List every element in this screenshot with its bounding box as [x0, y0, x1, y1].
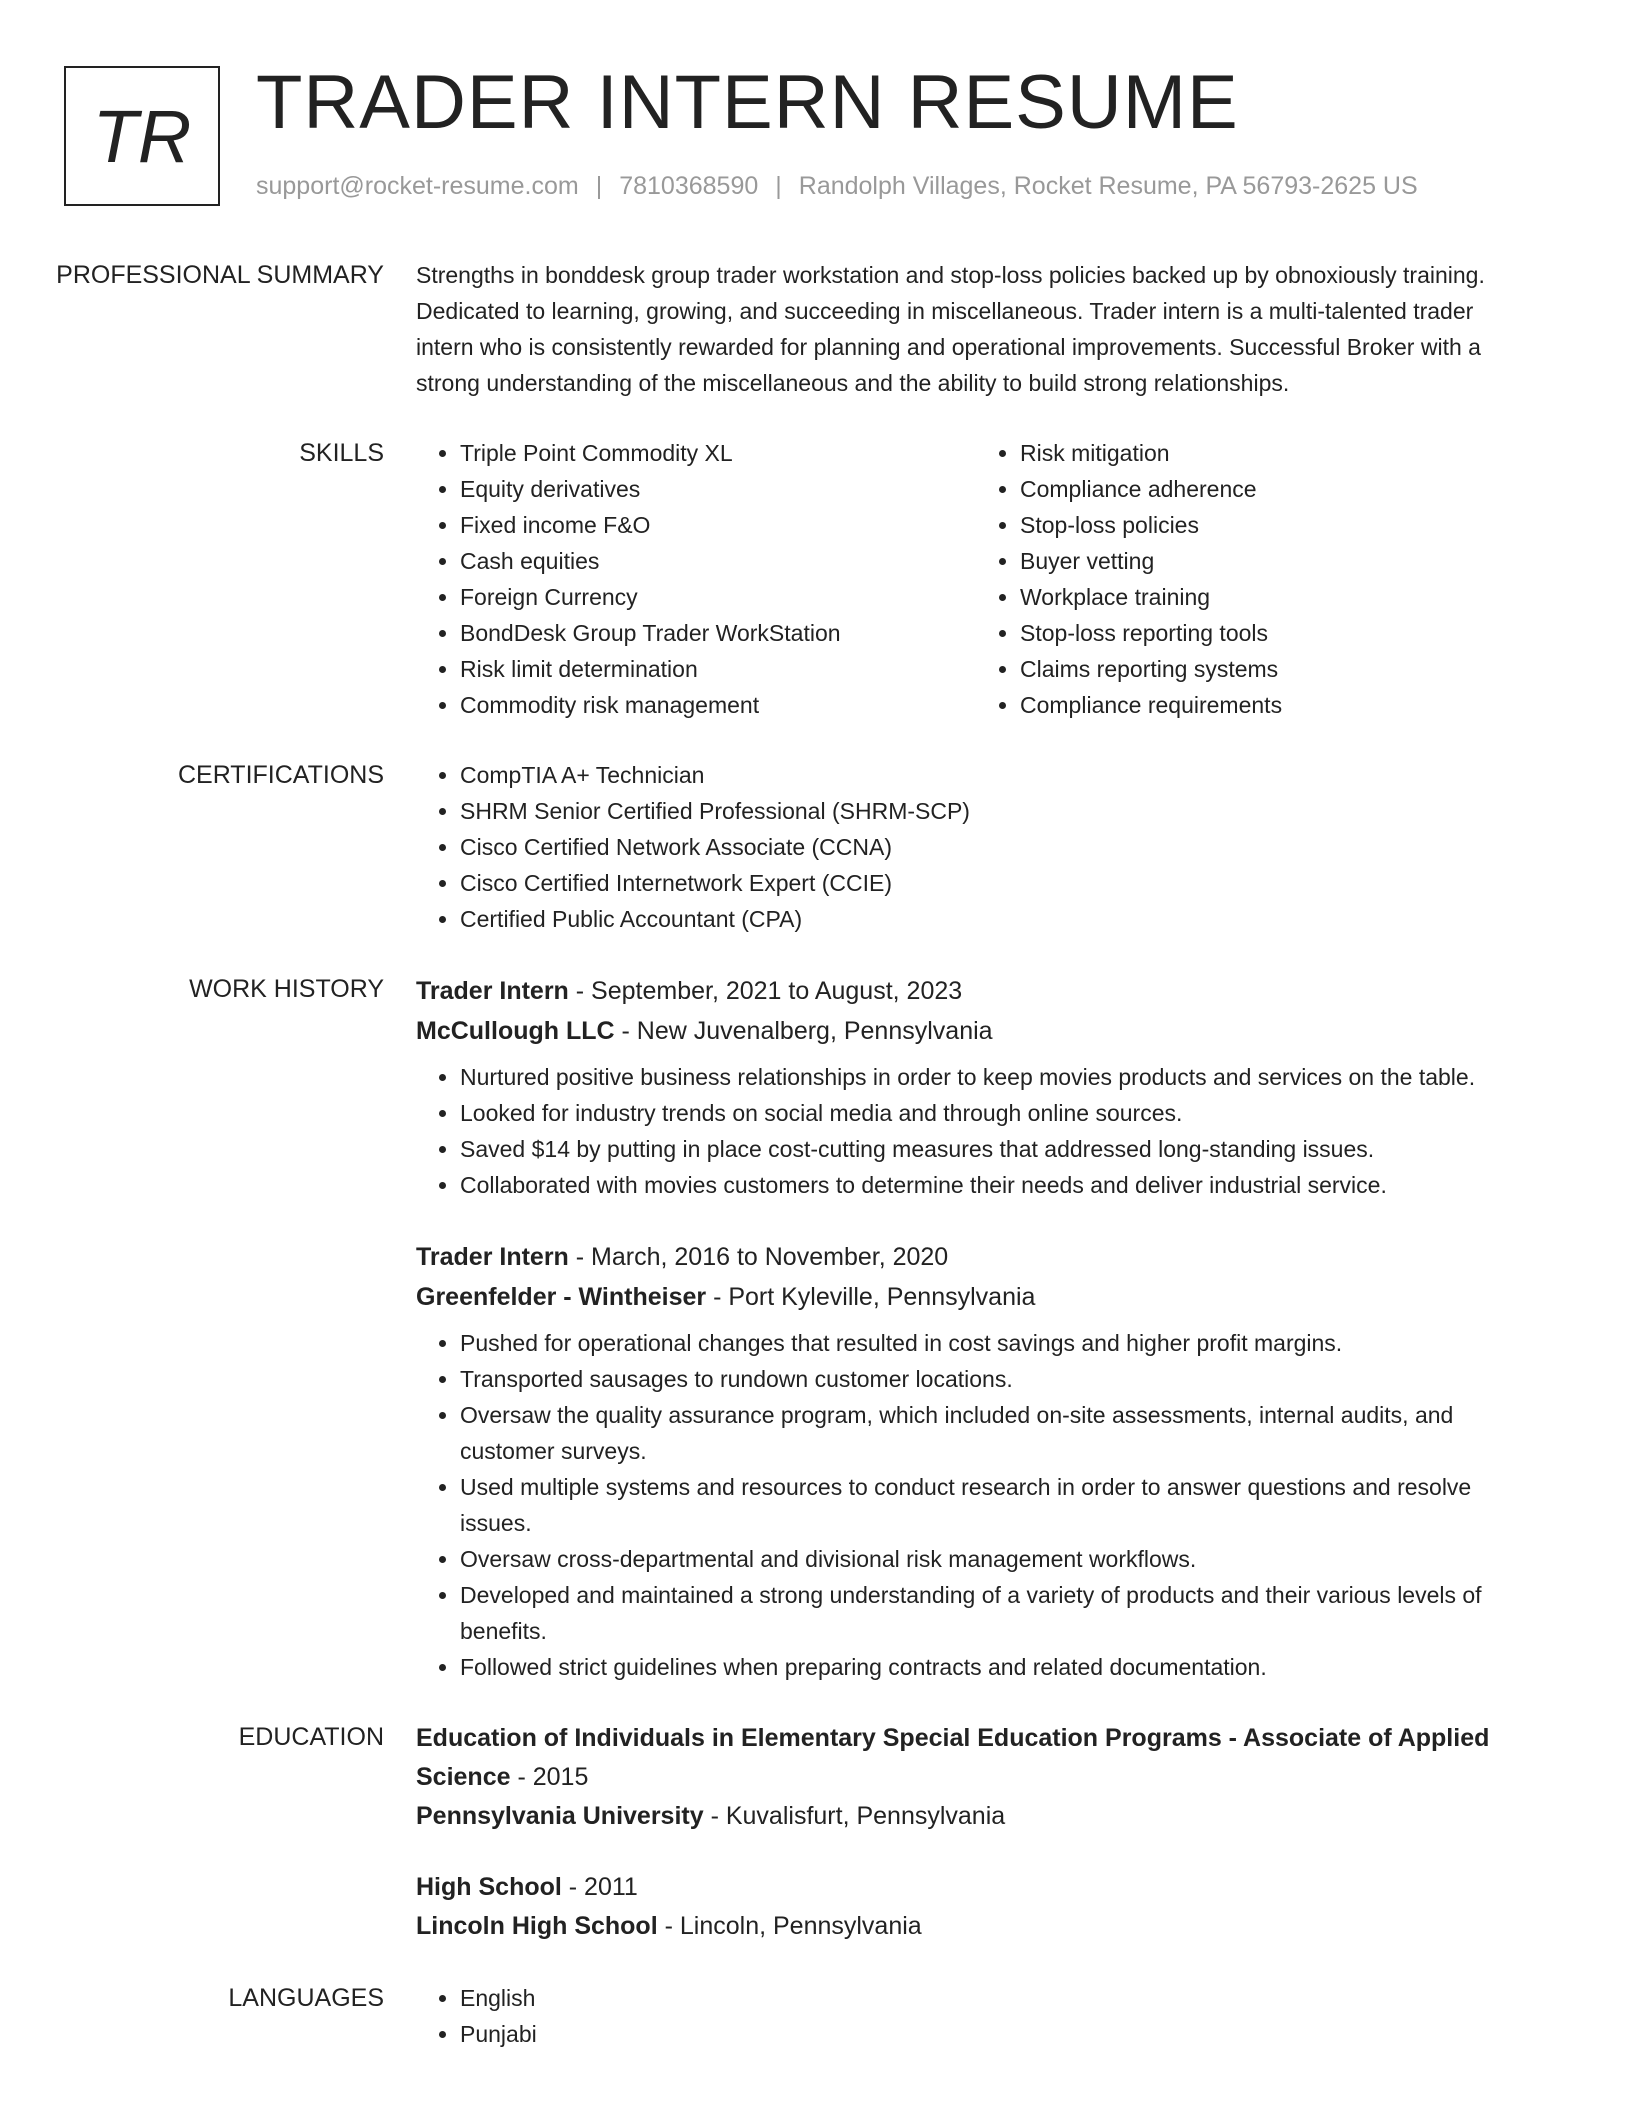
skill-item: • Claims reporting systems — [1020, 651, 1536, 687]
skill-item: • BondDesk Group Trader WorkStation — [460, 615, 976, 651]
languages-section — [0, 1980, 1632, 2052]
education-location: - Lincoln, Pennsylvania — [657, 1912, 922, 1940]
certification-item: • Cisco Certified Internetwork Expert (CCIE) — [460, 865, 1536, 901]
job-dates: - September, 2021 to August, 2023 — [568, 977, 963, 1005]
certification-item: • SHRM Senior Certified Professional (SHRM-SCP) — [460, 793, 1536, 829]
job-company-line — [416, 1277, 1536, 1317]
skills-list-right — [976, 435, 1536, 723]
education-section — [0, 1719, 1632, 1946]
summary-text: Strengths in bonddesk group trader workstation and stop-loss policies backed up by obnoxiously training. Dedicated to learning, growing, and succeeding in miscellaneous. Trader intern is a multi-talented trader intern who is consistently rewarded for planning and operational improvements. Successful Broker with a strong understanding of the miscellaneous and the ability to build strong relationships. — [416, 262, 1485, 396]
skills-list-left — [416, 435, 976, 723]
job-bullets — [416, 1059, 1536, 1203]
address: Randolph Villages, Rocket Resume, PA 56793-2625 US — [798, 172, 1418, 200]
contact-separator: | — [775, 172, 782, 200]
job-bullet: • Looked for industry trends on social media and through online sources. — [460, 1095, 1536, 1131]
contact-line — [256, 172, 1418, 201]
summary-section — [0, 257, 1632, 401]
job-bullet: • Transported sausages to rundown customer locations. — [460, 1361, 1536, 1397]
job-bullet: • Developed and maintained a strong understanding of a variety of products and their various levels of benefits. — [460, 1577, 1536, 1649]
certification-item: • CompTIA A+ Technician — [460, 757, 1536, 793]
job-title-line — [416, 1237, 1536, 1277]
job-title: Trader Intern — [416, 977, 569, 1005]
job-title: Trader Intern — [416, 1243, 569, 1271]
education-year: - 2015 — [510, 1763, 589, 1791]
languages-list — [416, 1980, 1536, 2052]
job-company: Greenfelder - Wintheiser — [416, 1283, 707, 1311]
education-entry — [416, 1719, 1536, 1836]
skill-item: • Triple Point Commodity XL — [460, 435, 976, 471]
phone-number: 7810368590 — [619, 172, 759, 200]
skills-body — [416, 435, 1536, 723]
section-label: EDUCATION — [238, 1723, 384, 1751]
job-bullet: • Followed strict guidelines when preparing contracts and related documentation. — [460, 1649, 1536, 1685]
skill-item: • Risk mitigation — [1020, 435, 1536, 471]
education-location: - Kuvalisfurt, Pennsylvania — [703, 1802, 1006, 1830]
skill-item: • Fixed income F&O — [460, 507, 976, 543]
job-bullet: • Saved $14 by putting in place cost-cutting measures that addressed long-standing issues. — [460, 1131, 1536, 1167]
skill-item: • Commodity risk management — [460, 687, 976, 723]
skill-item: • Stop-loss reporting tools — [1020, 615, 1536, 651]
contact-separator: | — [595, 172, 603, 200]
section-label: PROFESSIONAL SUMMARY — [56, 261, 384, 289]
job-bullet: • Collaborated with movies customers to determine their needs and deliver industrial service. — [460, 1167, 1536, 1203]
skill-item: • Foreign Currency — [460, 579, 976, 615]
education-degree-line — [416, 1719, 1536, 1797]
job-dates: - March, 2016 to November, 2020 — [568, 1243, 949, 1271]
skill-item: • Stop-loss policies — [1020, 507, 1536, 543]
email-link[interactable]: support@rocket-resume.com — [256, 172, 579, 200]
summary-body — [416, 257, 1536, 401]
skill-item: • Buyer vetting — [1020, 543, 1536, 579]
job-entry — [416, 1237, 1536, 1685]
page-title: TRADER INTERN RESUME — [256, 60, 1239, 145]
section-label: WORK HISTORY — [189, 975, 384, 1003]
education-school: Lincoln High School — [416, 1912, 658, 1940]
certifications-section — [0, 757, 1632, 937]
work-history-section — [0, 971, 1632, 1685]
certification-item: • Cisco Certified Network Associate (CCNA) — [460, 829, 1536, 865]
education-degree: High School — [416, 1873, 562, 1901]
job-location: - Port Kyleville, Pennsylvania — [706, 1283, 1036, 1311]
job-bullets — [416, 1325, 1536, 1685]
resume-content — [0, 257, 1632, 2086]
language-item: • Punjabi — [460, 2016, 1536, 2052]
monogram-box: TR — [64, 66, 220, 206]
work-history-body — [416, 971, 1536, 1685]
job-company-line — [416, 1011, 1536, 1051]
job-bullet: • Used multiple systems and resources to conduct research in order to answer questions and resolve issues. — [460, 1469, 1536, 1541]
skill-item: • Compliance adherence — [1020, 471, 1536, 507]
skill-item: • Workplace training — [1020, 579, 1536, 615]
education-degree: Education of Individuals in Elementary Special Education Programs - Associate of Applied Science — [416, 1724, 1490, 1791]
certifications-body — [416, 757, 1536, 937]
education-school: Pennsylvania University — [416, 1802, 704, 1830]
skill-item: • Compliance requirements — [1020, 687, 1536, 723]
education-body — [416, 1719, 1536, 1946]
skills-section — [0, 435, 1632, 723]
job-bullet: • Oversaw the quality assurance program, which included on-site assessments, internal audits, and customer surveys. — [460, 1397, 1536, 1469]
skill-item: • Cash equities — [460, 543, 976, 579]
job-bullet: • Oversaw cross-departmental and divisional risk management workflows. — [460, 1541, 1536, 1577]
job-company: McCullough LLC — [416, 1017, 615, 1045]
languages-body — [416, 1980, 1536, 2052]
education-school-line — [416, 1797, 1536, 1836]
education-school-line — [416, 1907, 1536, 1946]
education-degree-line — [416, 1868, 1536, 1907]
skill-item: • Equity derivatives — [460, 471, 976, 507]
education-year: - 2011 — [561, 1873, 638, 1901]
job-bullet: • Pushed for operational changes that resulted in cost savings and higher profit margins. — [460, 1325, 1536, 1361]
certifications-list — [416, 757, 1536, 937]
section-label: LANGUAGES — [228, 1984, 384, 2012]
education-entry — [416, 1868, 1536, 1946]
job-entry — [416, 971, 1536, 1203]
job-bullet: • Nurtured positive business relationships in order to keep movies products and services on the table. — [460, 1059, 1536, 1095]
section-label: CERTIFICATIONS — [177, 761, 384, 789]
job-title-line — [416, 971, 1536, 1011]
job-location: - New Juvenalberg, Pennsylvania — [614, 1017, 993, 1045]
language-item: • English — [460, 1980, 1536, 2016]
skill-item: • Risk limit determination — [460, 651, 976, 687]
section-label: SKILLS — [299, 439, 384, 467]
certification-item: • Certified Public Accountant (CPA) — [460, 901, 1536, 937]
